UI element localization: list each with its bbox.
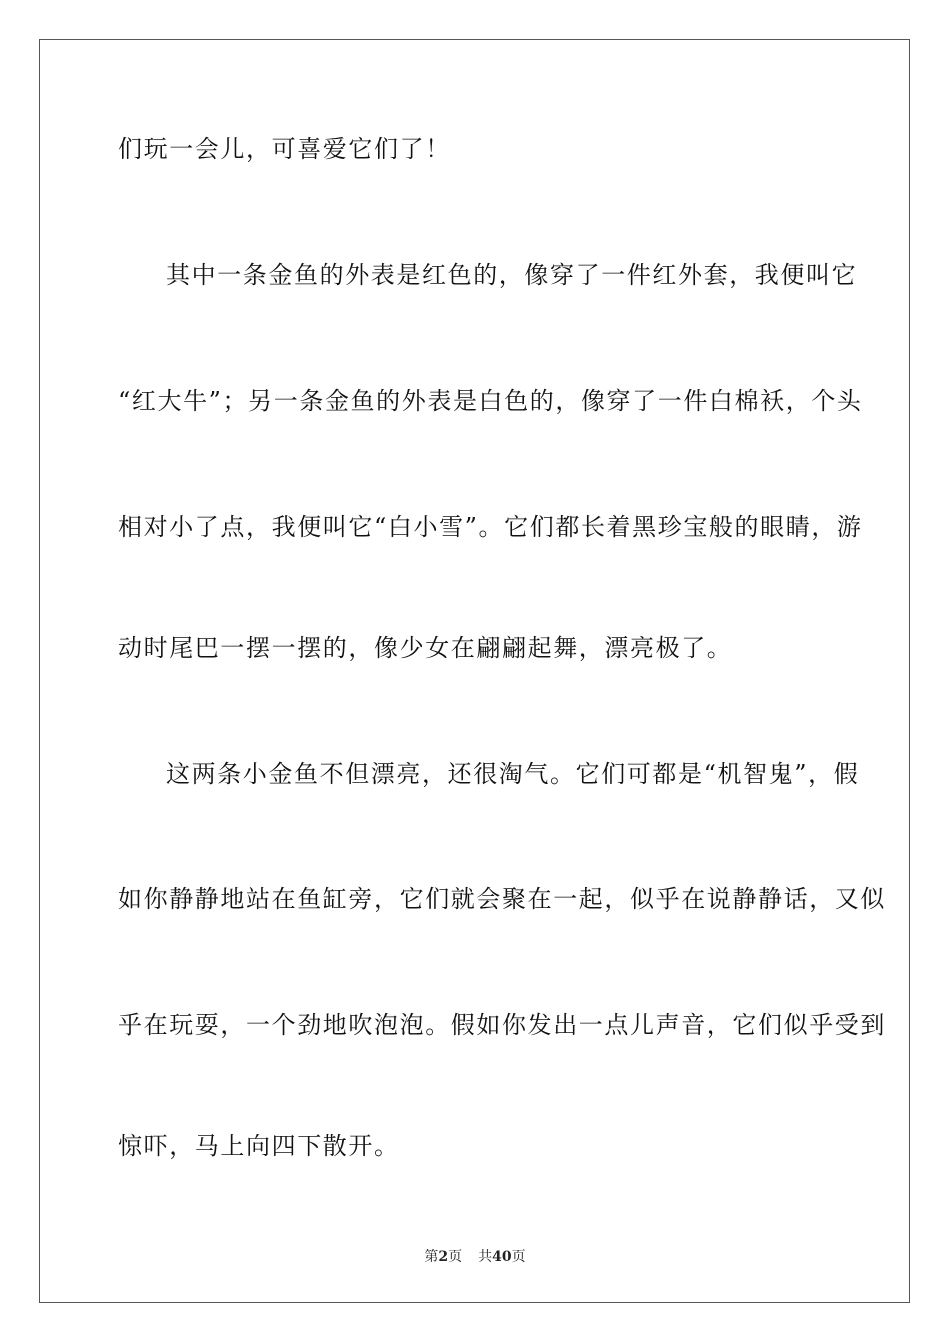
paragraph-line-5: 动时尾巴一摆一摆的，像少女在翩翩起舞，漂亮极了。 [118,634,733,662]
paragraph-line-9: 惊吓，马上向四下散开。 [118,1132,400,1160]
page-suffix: 页 [448,1249,463,1265]
paragraph-line-6: 这两条小金鱼不但漂亮，还很淘气。它们可都是“机智鬼”，假 [166,760,860,788]
paragraph-line-2: 其中一条金鱼的外表是红色的，像穿了一件红外套，我便叫它 [166,261,858,289]
total-pages: 40 [492,1249,512,1265]
paragraph-line-7: 如你静静地站在鱼缸旁，它们就会聚在一起，似乎在说静静话，又似 [118,885,886,913]
page-border [39,39,910,1303]
paragraph-line-8: 乎在玩耍，一个劲地吹泡泡。假如你发出一点儿声音，它们似乎受到 [118,1011,886,1039]
total-suffix: 页 [511,1249,526,1265]
page-number: 2 [438,1249,449,1265]
page-prefix: 第 [424,1249,439,1265]
page-footer [0,1248,950,1266]
paragraph-line-3: “红大牛”；另一条金鱼的外表是白色的，像穿了一件白棉袄，个头 [118,387,863,415]
paragraph-line-1: 们玩一会儿，可喜爱它们了！ [118,135,451,163]
paragraph-line-4: 相对小了点，我便叫它“白小雪”。它们都长着黑珍宝般的眼睛，游 [118,513,863,541]
total-prefix: 共 [478,1249,493,1265]
